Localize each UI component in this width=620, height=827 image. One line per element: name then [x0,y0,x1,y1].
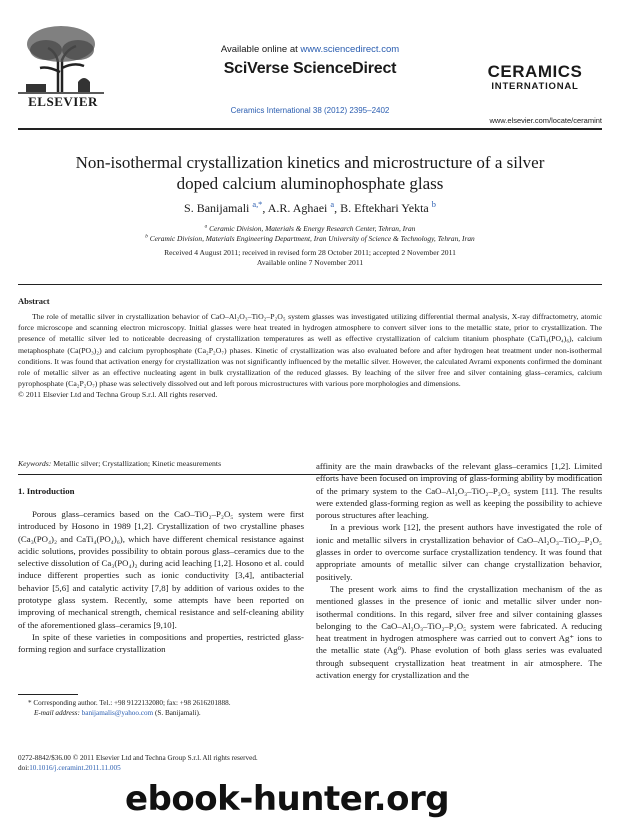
abstract-top-rule [18,284,602,285]
keywords: Keywords: Metallic silver; Crystallization; Kinetic measurements [18,459,222,468]
journal-homepage[interactable]: www.elsevier.com/locate/ceramint [489,116,602,125]
abstract-heading: Abstract [18,296,50,306]
available-online: Available online at www.sciencedirect.com [220,44,400,55]
paragraph: affinity are the main drawbacks of the relevant glass–ceramics [1,2]. Limited efforts have been focused on improving of glass-forming ability by modification of the primary system to the CaO–Al₂O₃–TiO₂–P₂O₅ system [11]. The results were extended glass-forming region as well as keeping the possibility to achieve porous structures after leaching. [316,461,602,521]
affiliation-a: $^a$ Ceramic Division, Materials & Energy Research Center, Tehran, Iran [204,223,416,233]
sciencedirect-link[interactable]: www.sciencedirect.com [300,44,400,55]
right-column [316,460,602,681]
doi-link[interactable]: 10.1016/j.ceramint.2011.11.005 [29,764,121,772]
author: S. Banijamali $^{a,*}$, [184,200,268,215]
platform-name: SciVerse ScienceDirect [223,60,397,77]
journal-logo: CERAMICS INTERNATIONAL [487,62,583,92]
author: A.R. Aghaei $^a$, [267,200,341,215]
copyright: © 2011 Elsevier Ltd and Techna Group S.r.l. All rights reserved. [18,390,218,400]
paragraph: In a previous work [12], the present authors have investigated the role of ionic and metallic silvers in crystallization behavior of CaO–Al₂O₃–TiO₂–P₂O₅ glasses in order to overcome surface crystallization tendency. It was found that appropriate amounts of metallic silver can change crystallization behavior, positively. [316,522,602,582]
journal-reference[interactable]: Ceramics International 38 (2012) 2395–2402 [230,106,390,115]
author-list [40,201,580,216]
footnote-rule [18,694,78,695]
publisher-name: ELSEVIER [28,94,98,109]
corresponding-author-footnote: * Corresponding author. Tel.: +98 9122132080; fax: +98 2616201888. E-mail address: banijamalis@yahoo.com (S. Banijamali). [28,699,231,717]
affiliation-b: $^b$ Ceramic Division, Materials Engineering Department, Iran University of Science & Technology, Tehran, Iran [145,233,475,243]
elsevier-tree-logo [18,22,104,94]
paragraph: In spite of these varieties in compositions and properties, restricted glass-forming region and surface crystallization [18,631,304,655]
online-date: Available online 7 November 2011 [256,258,364,267]
header-rule [18,128,602,130]
paragraph: The present work aims to find the crystallization mechanism of the as mentioned glasses in the presence of ionic and metallic silver under non-isothermal conditions. In this regard, silver free and silver containing glasses belonging to the CaO–Al₂O₃–TiO₂–P₂O₅ system were fabricated. A reducing heat treatment in hydrogen atmosphere was carried out to convert Ag⁺ ions to the metallic state (Ag⁰). Phase evolution of both glass series was evaluated through subsequent crystallization heat treatment in air atmosphere. The activation energy for crystallization and the [316,583,602,681]
watermark: ebook-hunter.org [125,779,450,819]
issn-line: 0272-8842/$36.00 © 2011 Elsevier Ltd and Techna Group S.r.l. All rights reserved. doi:10.1016/j.ceramint.2011.11.005 [18,754,258,772]
section-heading-introduction: 1. Introduction [18,486,75,496]
email-link[interactable]: banijamalis@yahoo.com [81,709,154,717]
abstract-body: The role of metallic silver in crystallization behavior of CaO–Al₂O₃–TiO₂–P₂O₅ system glasses was investigated utilizing differential thermal analysis, X-ray diffractometry, atomic force microscope and scanning electron microscopy. Initial glasses were heat treated in hydrogen atmosphere to convert silver ions to the metallic state, prior to crystallization. The presence of metallic silver led to noticeable decreasing of crystallization temperatures as well as effective crystallization of calcium titanium phosphate (CaTi₄(PO₄)₆), calcium metaphosphate (Ca(PO₃)₂) and calcium pyrophosphate (Ca₂P₂O₇) phases. Kinetic of crystallization was also evaluated before and after hydrogen heat treatment under non-isothermal conditions. It was found that activation energy for crystallization was not significantly influenced by the metallic silver. However, the calculated Avrami exponents confirmed the dominant role of metallic silver as an effective nucleating agent in bulk crystallization of the reduced glasses. By leaching of the silver free and silver containing glass–ceramics, calcium pyrophosphate (Ca₂P₂O₇) phase was selectively dissolved out and left porous microstructures with various pore morphologies and dimensions. © 2011 Elsevier Ltd and Techna Group S.r.l. All rights reserved. [18,312,602,400]
author: B. Eftekhari Yekta $^b$ [340,200,436,215]
received-dates: Received 4 August 2011; received in revised form 28 October 2011; accepted 2 November 2011 [164,248,456,257]
paragraph: Porous glass–ceramics based on the CaO–TiO₂–P₂O₅ system were first introduced by Hosono in 1989 [1,2]. Crystallization of two crystalline phases (Ca₃(PO₄)₂ and CaTi₄(PO₄)₆), which have different chemical resistance against acidic solutions, provides possibility to obtain porous glass–ceramics due to the selective dissolution of Ca₃(PO₄)₂ during acid leaching [1,2]. Hosono et al. could induce different properties such as ionic conductivity [3,4], antibacterial behavior [5,6] and catalytic activity [7,8] by addition of various oxides to the prototype glass system. Recently, some attempts have been reported on improving of mechanical strength, chemical resistance and self-cleaning ability of the aforementioned glass–ceramics [9,10]. [18,509,304,630]
article-title: Non-isothermal crystallization kinetics and microstructure of a silver doped calcium aluminophosphate glass [75,153,545,193]
left-column [18,508,304,656]
